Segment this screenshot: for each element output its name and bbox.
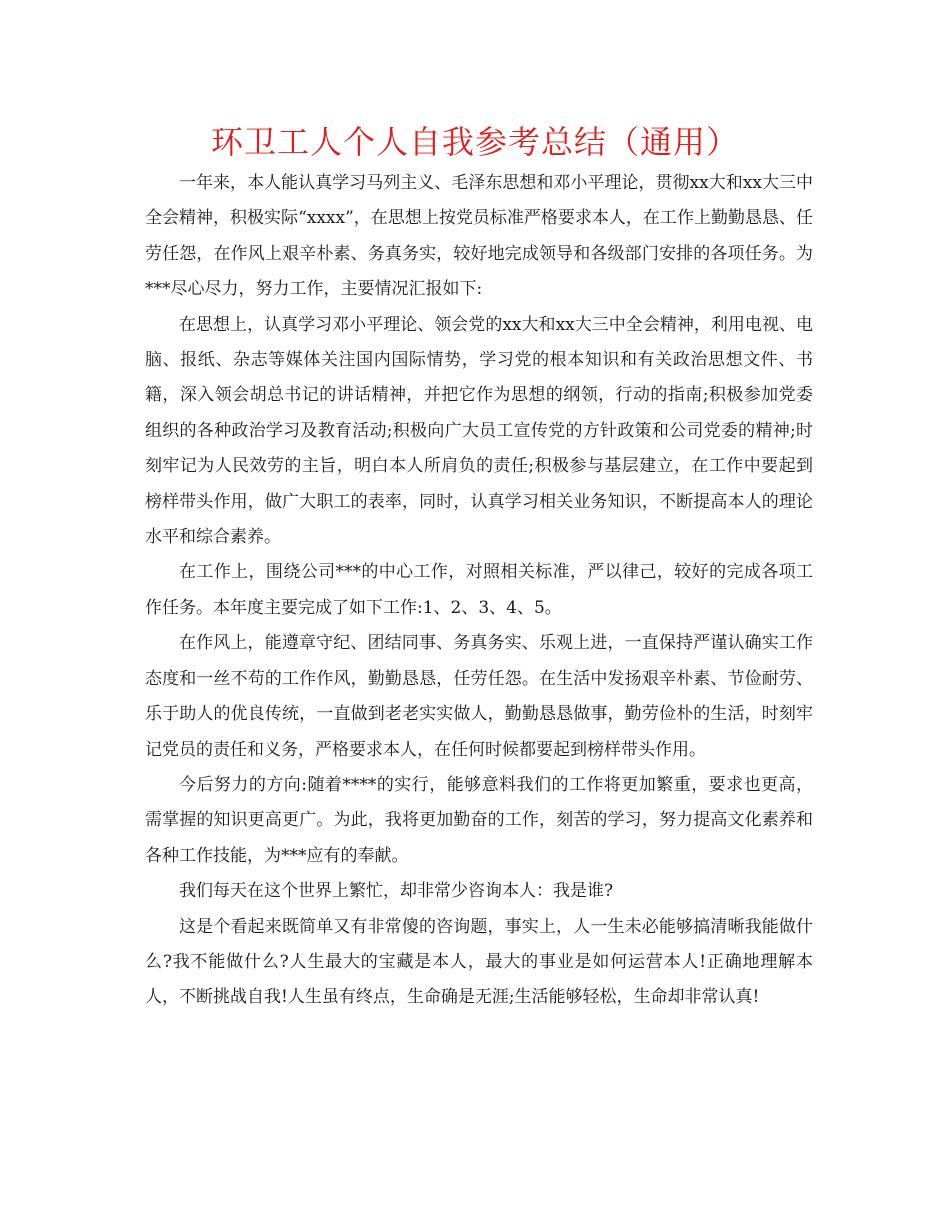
paragraph-reflection: 这是个看起来既简单又有非常傻的咨询题，事实上，人一生未必能够搞清晰我能做什么?我不能做什么?人生最大的宝藏是本人，最大的事业是如何运营本人!正确地理解本人，不断挑战自我!人生虽有终点，生命确是无涯;生活能够轻松，生命却非常认真! [145,916,813,1008]
paragraph-work: 在工作上，围绕公司***的中心工作，对照相关标准，严以律己，较好的完成各项工作任务。本年度主要完成了如下工作:1、2、3、4、5。 [145,562,813,618]
document-body [145,166,813,1016]
paragraph-future: 今后努力的方向:随着****的实行，能够意料我们的工作将更加繁重，要求也更高，需掌握的知识更高更广。为此，我将更加勤奋的工作，刻苦的学习，努力提高文化素养和各种工作技能，为***应有的奉献。 [145,774,813,866]
document-title: 环卫工人个人自我参考总结（通用） [210,123,739,161]
paragraph-thought: 在思想上，认真学习邓小平理论、领会党的xx大和xx大三中全会精神，利用电视、电脑、报纸、杂志等媒体关注国内国际情势，学习党的根本知识和有关政治思想文件、书籍，深入领会胡总书记的讲话精神，并把它作为思想的纲领，行动的指南;积极参加党委组织的各种政治学习及教育活动;积极向广大员工宣传党的方针政策和公司党委的精神;时刻牢记为人民效劳的主旨，明白本人所肩负的责任;积极参与基层建立，在工作中要起到榜样带头作用，做广大职工的表率，同时，认真学习相关业务知识，不断提高本人的理论水平和综合素养。 [145,314,813,548]
paragraph-question: 我们每天在这个世界上繁忙，却非常少咨询本人：我是谁? [179,881,614,902]
paragraph-intro: 一年来，本人能认真学习马列主义、毛泽东思想和邓小平理论，贯彻xx大和xx大三中全会精神，积极实际“xxxx”，在思想上按党员标准严格要求本人，在工作上勤勤恳恳、任劳任怨，在作风上艰辛朴素、务真务实，较好地完成领导和各级部门安排的各项任务。为***尽心尽力，努力工作，主要情况汇报如下: [145,173,813,300]
paragraph-style: 在作风上，能遵章守纪、团结同事、务真务实、乐观上进，一直保持严谨认确实工作态度和一丝不苟的工作作风，勤勤恳恳，任劳任怨。在生活中发扬艰辛朴素、节俭耐劳、乐于助人的优良传统，一直做到老老实实做人，勤勤恳恳做事，勤劳俭朴的生活，时刻牢记党员的责任和义务，严格要求本人，在任何时候都要起到榜样带头作用。 [145,633,813,760]
